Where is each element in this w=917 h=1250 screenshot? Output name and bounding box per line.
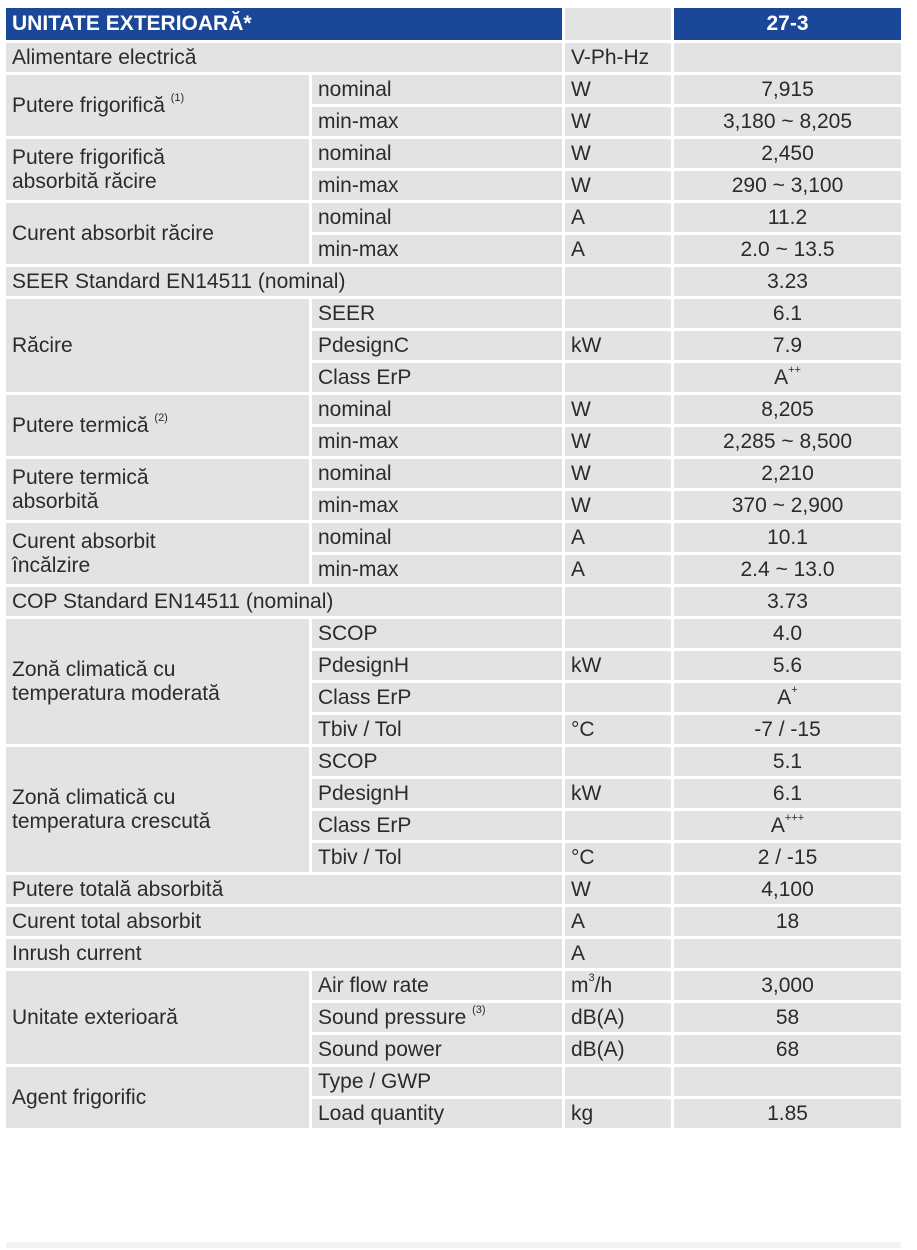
row-sublabel: min-max bbox=[312, 107, 565, 139]
table-row bbox=[6, 139, 901, 171]
energy-class: A++ bbox=[674, 363, 901, 395]
row-value: 3,180 ~ 8,205 bbox=[674, 107, 901, 139]
table-title: UNITATE EXTERIOARĂ* bbox=[6, 8, 565, 43]
row-label: Zonă climatică cu temperatura crescută bbox=[6, 747, 312, 875]
row-value: 3.23 bbox=[674, 267, 901, 299]
row-unit bbox=[565, 299, 674, 331]
row-label: Unitate exterioară bbox=[6, 971, 312, 1067]
energy-class: A+++ bbox=[674, 811, 901, 843]
row-unit bbox=[565, 363, 674, 395]
row-label: COP Standard EN14511 (nominal) bbox=[6, 587, 565, 619]
row-sublabel: nominal bbox=[312, 459, 565, 491]
row-value: 5.6 bbox=[674, 651, 901, 683]
row-unit: dB(A) bbox=[565, 1003, 674, 1035]
row-sublabel: nominal bbox=[312, 139, 565, 171]
row-value: 8,205 bbox=[674, 395, 901, 427]
table-row bbox=[6, 1067, 901, 1099]
row-unit bbox=[565, 811, 674, 843]
table-row bbox=[6, 875, 901, 907]
row-value: 11.2 bbox=[674, 203, 901, 235]
row-unit bbox=[565, 747, 674, 779]
row-sublabel: SEER bbox=[312, 299, 565, 331]
footnote-ref: (2) bbox=[154, 411, 168, 424]
row-label: Răcire bbox=[6, 299, 312, 395]
table-row bbox=[6, 971, 901, 1003]
row-sublabel: min-max bbox=[312, 427, 565, 459]
row-sublabel: min-max bbox=[312, 491, 565, 523]
row-unit: A bbox=[565, 907, 674, 939]
row-value: 2,450 bbox=[674, 139, 901, 171]
row-unit: W bbox=[565, 875, 674, 907]
row-sublabel: SCOP bbox=[312, 619, 565, 651]
row-sublabel: nominal bbox=[312, 523, 565, 555]
row-unit: dB(A) bbox=[565, 1035, 674, 1067]
header-row bbox=[6, 8, 901, 43]
row-unit bbox=[565, 267, 674, 299]
row-sublabel: Tbiv / Tol bbox=[312, 843, 565, 875]
row-label: Putere frigorifică absorbită răcire bbox=[6, 139, 312, 203]
row-unit bbox=[565, 1067, 674, 1099]
row-sublabel: Air flow rate bbox=[312, 971, 565, 1003]
row-value: 2.0 ~ 13.5 bbox=[674, 235, 901, 267]
row-value: 7,915 bbox=[674, 75, 901, 107]
row-value bbox=[674, 1067, 901, 1099]
table-row bbox=[6, 587, 901, 619]
row-label: Putere frigorifică $^{(1)}$ bbox=[6, 75, 312, 139]
row-label: Alimentare electrică bbox=[6, 43, 565, 75]
row-label: Curent absorbit răcire bbox=[6, 203, 312, 267]
row-value: -7 / -15 bbox=[674, 715, 901, 747]
row-unit: W bbox=[565, 459, 674, 491]
row-unit: A bbox=[565, 523, 674, 555]
row-value bbox=[674, 43, 901, 75]
row-value: 3,000 bbox=[674, 971, 901, 1003]
table-row bbox=[6, 459, 901, 491]
row-value: 1.85 bbox=[674, 1099, 901, 1131]
row-unit bbox=[565, 587, 674, 619]
row-sublabel: nominal bbox=[312, 75, 565, 107]
row-unit: kW bbox=[565, 651, 674, 683]
row-value bbox=[674, 939, 901, 971]
model-header: 27-3 bbox=[674, 8, 901, 43]
table-row bbox=[6, 267, 901, 299]
row-value: 18 bbox=[674, 907, 901, 939]
table-row bbox=[6, 395, 901, 427]
row-unit: W bbox=[565, 139, 674, 171]
row-label: Putere termică $^{(2)}$ bbox=[6, 395, 312, 459]
row-value: 5.1 bbox=[674, 747, 901, 779]
row-label: Putere totală absorbită bbox=[6, 875, 565, 907]
row-sublabel: min-max bbox=[312, 171, 565, 203]
row-value: 68 bbox=[674, 1035, 901, 1067]
row-value: 10.1 bbox=[674, 523, 901, 555]
row-label: SEER Standard EN14511 (nominal) bbox=[6, 267, 565, 299]
row-unit: °C bbox=[565, 715, 674, 747]
row-label: Curent total absorbit bbox=[6, 907, 565, 939]
table-row bbox=[6, 907, 901, 939]
row-unit: W bbox=[565, 491, 674, 523]
table-row bbox=[6, 75, 901, 107]
table-row bbox=[6, 299, 901, 331]
row-value: 370 ~ 2,900 bbox=[674, 491, 901, 523]
row-value: 6.1 bbox=[674, 779, 901, 811]
row-label: Zonă climatică cu temperatura moderată bbox=[6, 619, 312, 747]
row-unit: W bbox=[565, 75, 674, 107]
row-value: 3.73 bbox=[674, 587, 901, 619]
row-sublabel: Class ErP bbox=[312, 363, 565, 395]
row-sublabel: PdesignH bbox=[312, 651, 565, 683]
table-row bbox=[6, 939, 901, 971]
row-sublabel: min-max bbox=[312, 555, 565, 587]
table-row bbox=[6, 747, 901, 779]
row-unit: W bbox=[565, 107, 674, 139]
spec-table bbox=[6, 8, 901, 1131]
row-sublabel: Sound power bbox=[312, 1035, 565, 1067]
row-sublabel: Tbiv / Tol bbox=[312, 715, 565, 747]
row-value: 2,210 bbox=[674, 459, 901, 491]
row-value: 2 / -15 bbox=[674, 843, 901, 875]
row-value: 4.0 bbox=[674, 619, 901, 651]
row-unit: V-Ph-Hz bbox=[565, 43, 674, 75]
row-unit: kW bbox=[565, 779, 674, 811]
row-unit: kg bbox=[565, 1099, 674, 1131]
table-row bbox=[6, 203, 901, 235]
row-unit: W bbox=[565, 427, 674, 459]
footnote-ref: (1) bbox=[170, 91, 185, 104]
row-unit: A bbox=[565, 555, 674, 587]
row-unit: $m^3/h$ bbox=[565, 971, 674, 1003]
row-sublabel: Type / GWP bbox=[312, 1067, 565, 1099]
row-sublabel: Load quantity bbox=[312, 1099, 565, 1131]
row-unit: W bbox=[565, 171, 674, 203]
row-value: 290 ~ 3,100 bbox=[674, 171, 901, 203]
row-value: 2.4 ~ 13.0 bbox=[674, 555, 901, 587]
row-value: 2,285 ~ 8,500 bbox=[674, 427, 901, 459]
row-label: Curent absorbit încălzire bbox=[6, 523, 312, 587]
footnote-ref: (3) bbox=[472, 1003, 486, 1016]
row-value: 6.1 bbox=[674, 299, 901, 331]
row-unit: A bbox=[565, 235, 674, 267]
row-unit bbox=[565, 619, 674, 651]
header-spacer bbox=[565, 8, 674, 43]
row-value: 4,100 bbox=[674, 875, 901, 907]
row-sublabel: Class ErP bbox=[312, 811, 565, 843]
row-sublabel: PdesignH bbox=[312, 779, 565, 811]
row-unit bbox=[565, 683, 674, 715]
row-label: Putere termică absorbită bbox=[6, 459, 312, 523]
row-unit: kW bbox=[565, 331, 674, 363]
table-row bbox=[6, 43, 901, 75]
row-sublabel: PdesignC bbox=[312, 331, 565, 363]
table-row bbox=[6, 619, 901, 651]
row-sublabel: min-max bbox=[312, 235, 565, 267]
row-value: 58 bbox=[674, 1003, 901, 1035]
bottom-divider bbox=[6, 1242, 901, 1248]
row-sublabel: nominal bbox=[312, 203, 565, 235]
row-unit: °C bbox=[565, 843, 674, 875]
row-sublabel: nominal bbox=[312, 395, 565, 427]
table-row bbox=[6, 523, 901, 555]
row-label: Agent frigorific bbox=[6, 1067, 312, 1131]
energy-class: A+ bbox=[674, 683, 901, 715]
row-label: Inrush current bbox=[6, 939, 565, 971]
row-sublabel: Sound pressure $^{(3)}$ bbox=[312, 1003, 565, 1035]
row-sublabel: SCOP bbox=[312, 747, 565, 779]
row-value: 7.9 bbox=[674, 331, 901, 363]
row-unit: A bbox=[565, 939, 674, 971]
row-unit: W bbox=[565, 395, 674, 427]
row-sublabel: Class ErP bbox=[312, 683, 565, 715]
row-unit: A bbox=[565, 203, 674, 235]
